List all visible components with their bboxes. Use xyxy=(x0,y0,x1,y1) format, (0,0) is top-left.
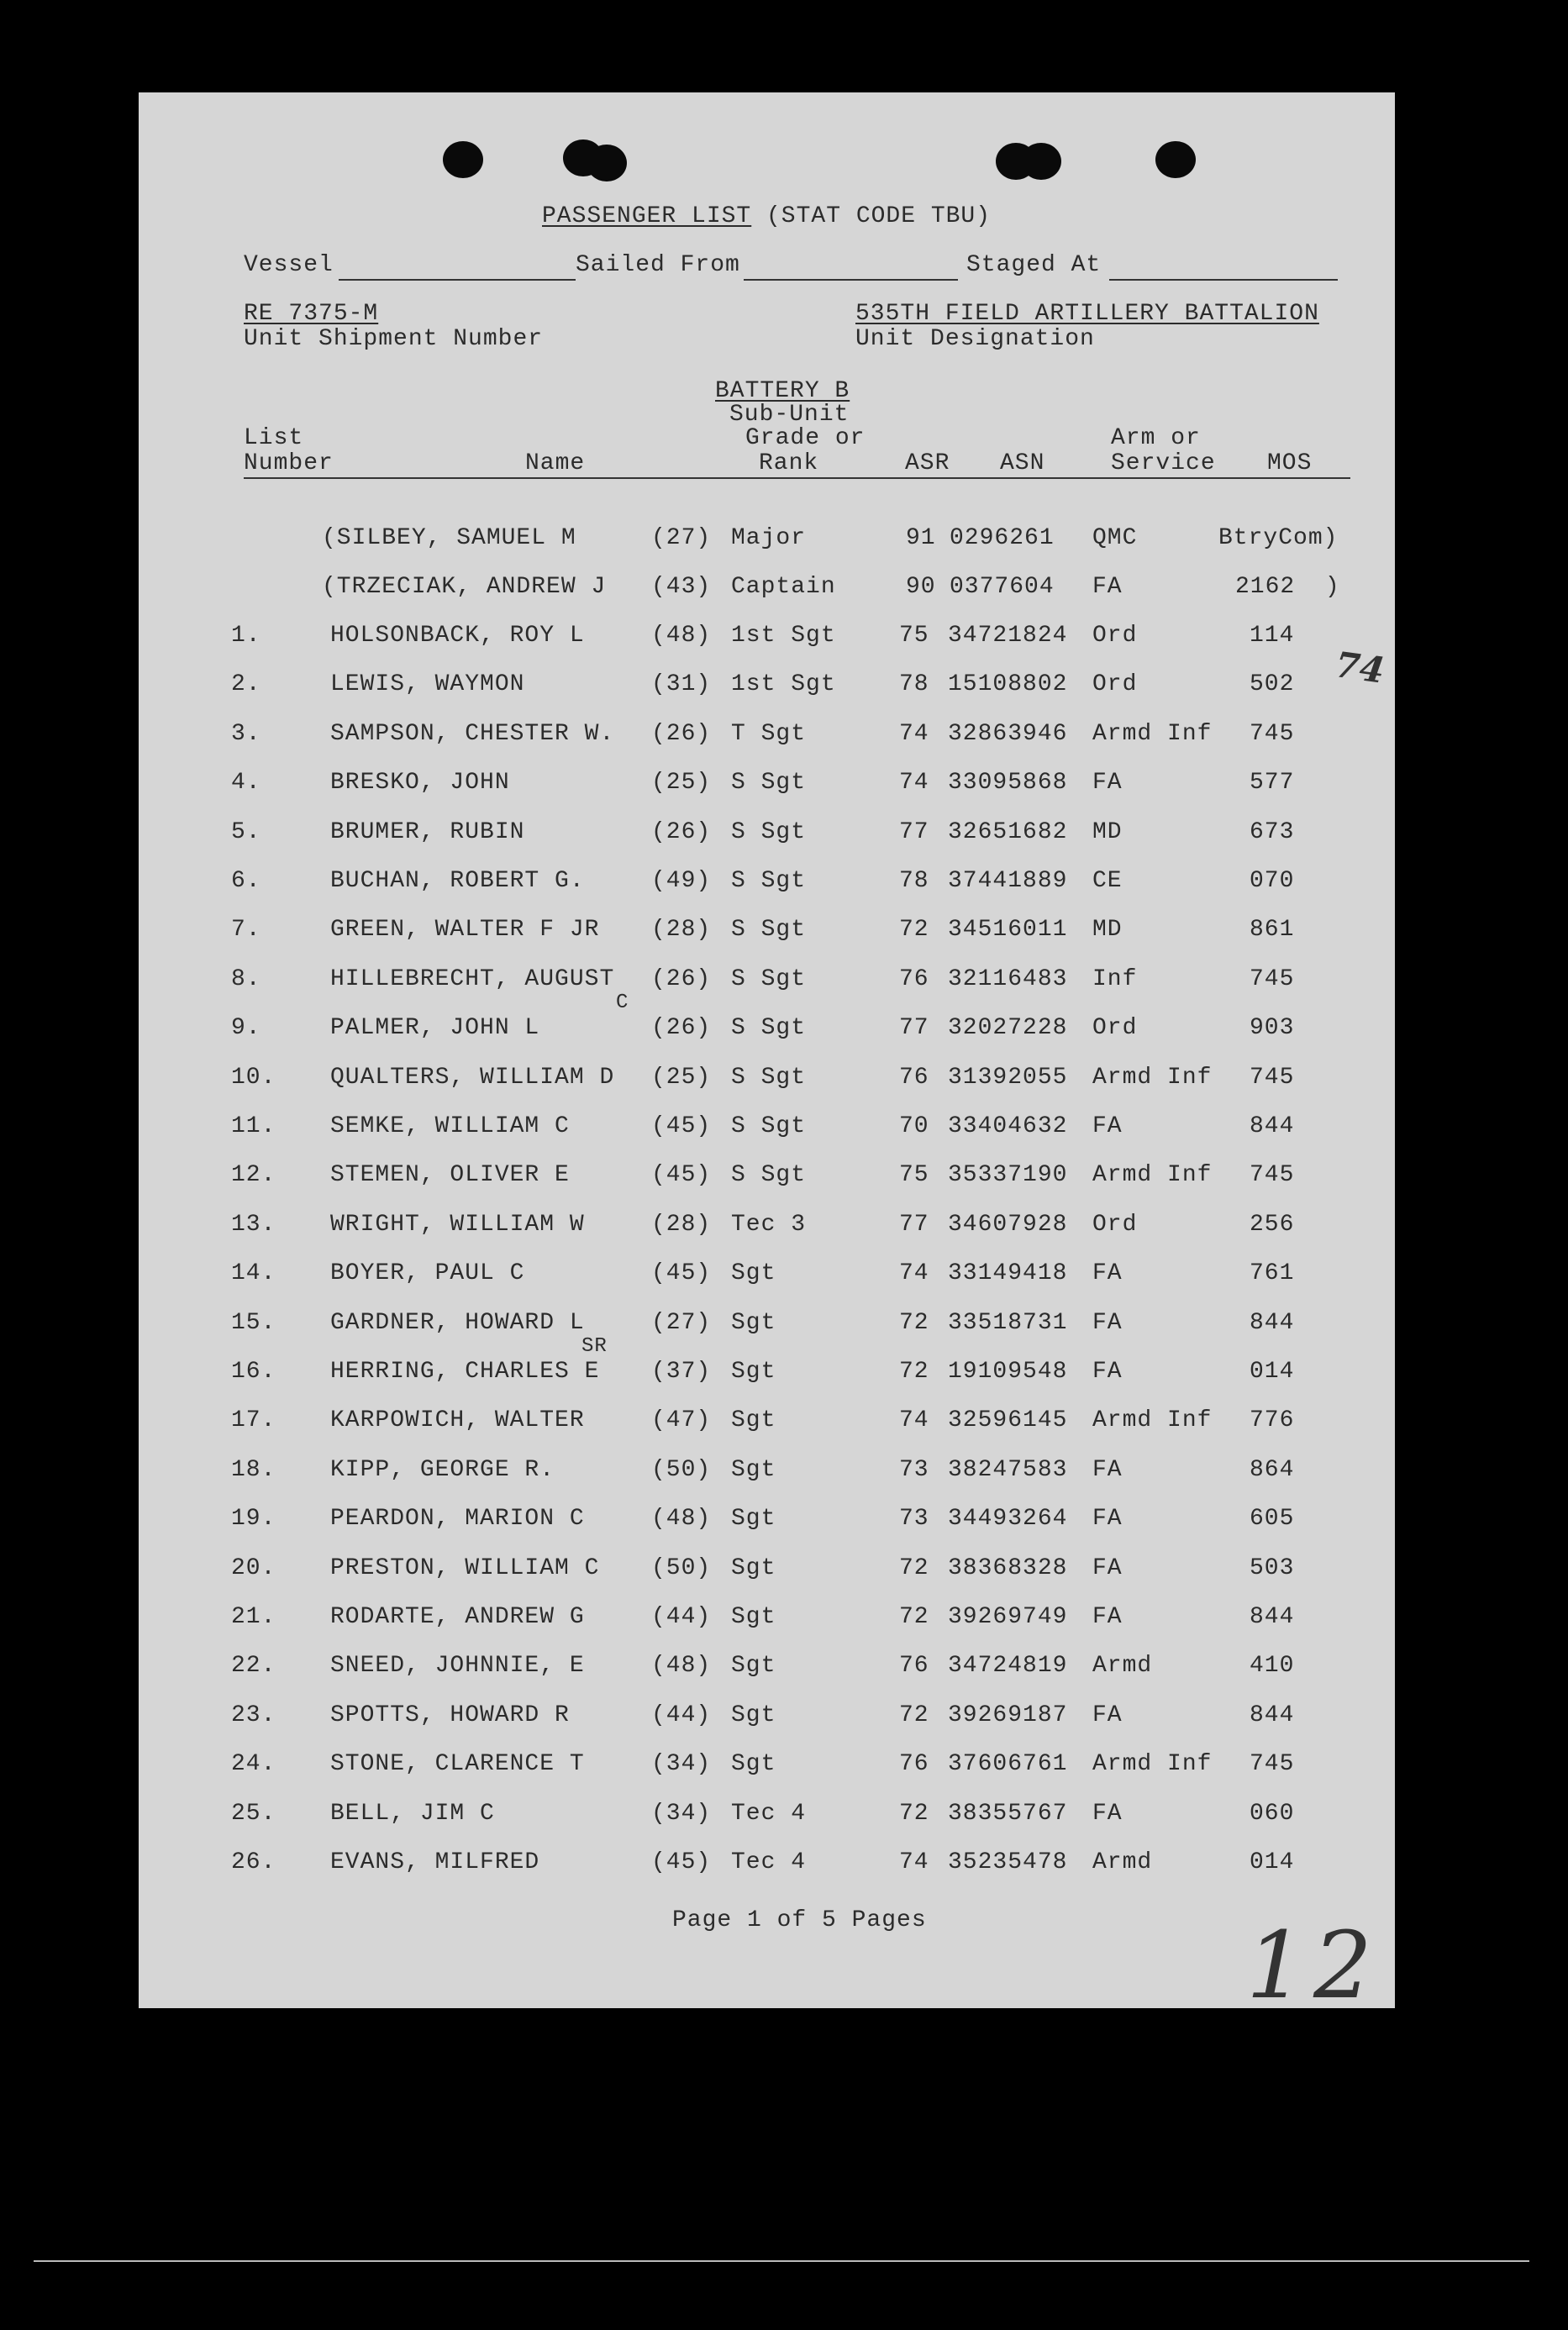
row-mos: 060 xyxy=(1250,1801,1295,1827)
col-asr: ASR xyxy=(905,450,950,476)
row-mos: 745 xyxy=(1250,721,1295,747)
row-grade: Sgt xyxy=(731,1457,776,1483)
row-age: (28) xyxy=(651,917,712,943)
row-grade: Tec 4 xyxy=(731,1849,807,1875)
row-name-suffix: SR xyxy=(581,1335,608,1358)
row-asn: 38247583 xyxy=(948,1457,1068,1483)
officer-arm: FA xyxy=(1092,574,1123,600)
row-asr: 76 xyxy=(899,1653,929,1679)
officer-asn: 0377604 xyxy=(950,574,1055,600)
row-grade: S Sgt xyxy=(731,770,807,796)
row-age: (26) xyxy=(651,966,712,992)
row-asn: 33518731 xyxy=(948,1310,1068,1336)
row-number: 22. xyxy=(231,1653,276,1679)
row-arm: Armd Inf xyxy=(1092,721,1213,747)
row-asn: 32116483 xyxy=(948,966,1068,992)
row-age: (50) xyxy=(651,1555,712,1581)
officer-name: (TRZECIAK, ANDREW J xyxy=(322,574,607,600)
sub-unit: BATTERY B xyxy=(715,378,850,404)
row-number: 21. xyxy=(231,1604,276,1630)
row-mos: 903 xyxy=(1250,1015,1295,1041)
row-name: PEARDON, MARION C xyxy=(330,1506,585,1532)
unit-designation: 535TH FIELD ARTILLERY BATTALION xyxy=(855,301,1319,327)
row-name: BUCHAN, ROBERT G. xyxy=(330,868,585,894)
officer-mos: 2162 ) xyxy=(1235,574,1340,600)
handwritten-margin-number: 74 xyxy=(1332,644,1387,692)
row-name: SNEED, JOHNNIE, E xyxy=(330,1653,585,1679)
officer-grade: Major xyxy=(731,525,807,551)
row-asr: 78 xyxy=(899,868,929,894)
row-asr: 74 xyxy=(899,1260,929,1286)
row-grade: Sgt xyxy=(731,1310,776,1336)
row-asr: 75 xyxy=(899,623,929,649)
row-number: 9. xyxy=(231,1015,261,1041)
row-arm: Armd xyxy=(1092,1653,1153,1679)
officer-mos: BtryCom) xyxy=(1218,525,1339,551)
row-asr: 74 xyxy=(899,1849,929,1875)
row-age: (45) xyxy=(651,1113,712,1139)
row-grade: 1st Sgt xyxy=(731,671,836,697)
row-mos: 503 xyxy=(1250,1555,1295,1581)
row-number: 24. xyxy=(231,1751,276,1777)
row-asn: 31392055 xyxy=(948,1065,1068,1091)
sailed-from-label: Sailed From xyxy=(576,252,740,278)
row-name: HILLEBRECHT, AUGUST xyxy=(330,966,615,992)
row-number: 13. xyxy=(231,1212,276,1238)
row-grade: Tec 3 xyxy=(731,1212,807,1238)
row-asn: 32863946 xyxy=(948,721,1068,747)
punch-hole xyxy=(587,145,627,181)
row-mos: 745 xyxy=(1250,966,1295,992)
page-title: PASSENGER LIST xyxy=(542,203,752,229)
row-grade: Sgt xyxy=(731,1702,776,1728)
row-asn: 34493264 xyxy=(948,1506,1068,1532)
col-grade-2: Rank xyxy=(759,450,819,476)
row-number: 5. xyxy=(231,819,261,845)
row-asn: 32596145 xyxy=(948,1407,1068,1433)
row-number: 8. xyxy=(231,966,261,992)
col-list-number-2: Number xyxy=(244,450,334,476)
row-asn: 33095868 xyxy=(948,770,1068,796)
row-number: 25. xyxy=(231,1801,276,1827)
row-asr: 75 xyxy=(899,1162,929,1188)
row-arm: Armd Inf xyxy=(1092,1751,1213,1777)
row-asr: 72 xyxy=(899,1801,929,1827)
row-mos: 605 xyxy=(1250,1506,1295,1532)
row-number: 7. xyxy=(231,917,261,943)
document-page xyxy=(139,92,1395,2019)
row-grade: Sgt xyxy=(731,1653,776,1679)
row-asr: 77 xyxy=(899,1212,929,1238)
row-age: (44) xyxy=(651,1604,712,1630)
row-name: SEMKE, WILLIAM C xyxy=(330,1113,570,1139)
row-age: (25) xyxy=(651,1065,712,1091)
row-asn: 34724819 xyxy=(948,1653,1068,1679)
row-arm: FA xyxy=(1092,1113,1123,1139)
row-name: PALMER, JOHN L xyxy=(330,1015,540,1041)
row-name-suffix: C xyxy=(616,991,629,1014)
row-asr: 73 xyxy=(899,1506,929,1532)
row-asn: 34721824 xyxy=(948,623,1068,649)
row-asr: 70 xyxy=(899,1113,929,1139)
row-number: 3. xyxy=(231,721,261,747)
row-mos: 256 xyxy=(1250,1212,1295,1238)
row-number: 15. xyxy=(231,1310,276,1336)
row-asn: 35235478 xyxy=(948,1849,1068,1875)
punch-hole xyxy=(1155,141,1196,178)
row-mos: 745 xyxy=(1250,1065,1295,1091)
row-name: BELL, JIM C xyxy=(330,1801,495,1827)
row-arm: FA xyxy=(1092,1359,1123,1385)
row-arm: FA xyxy=(1092,1555,1123,1581)
col-grade-1: Grade or xyxy=(745,425,866,451)
punch-hole xyxy=(1021,143,1061,180)
officer-age: (27) xyxy=(651,525,712,551)
row-number: 2. xyxy=(231,671,261,697)
row-mos: 410 xyxy=(1250,1653,1295,1679)
row-asr: 72 xyxy=(899,1359,929,1385)
row-age: (45) xyxy=(651,1260,712,1286)
row-asn: 32651682 xyxy=(948,819,1068,845)
row-asr: 72 xyxy=(899,1555,929,1581)
row-asn: 34516011 xyxy=(948,917,1068,943)
row-asn: 33404632 xyxy=(948,1113,1068,1139)
row-grade: S Sgt xyxy=(731,917,807,943)
row-mos: 745 xyxy=(1250,1162,1295,1188)
row-name: GARDNER, HOWARD L xyxy=(330,1310,585,1336)
row-arm: FA xyxy=(1092,1801,1123,1827)
officer-asn: 0296261 xyxy=(950,525,1055,551)
row-number: 12. xyxy=(231,1162,276,1188)
row-grade: S Sgt xyxy=(731,819,807,845)
row-age: (50) xyxy=(651,1457,712,1483)
row-age: (48) xyxy=(651,1653,712,1679)
vessel-label: Vessel xyxy=(244,252,334,278)
row-asn: 39269187 xyxy=(948,1702,1068,1728)
row-mos: 844 xyxy=(1250,1604,1295,1630)
row-mos: 844 xyxy=(1250,1310,1295,1336)
row-number: 1. xyxy=(231,623,261,649)
row-age: (45) xyxy=(651,1162,712,1188)
row-age: (48) xyxy=(651,623,712,649)
row-mos: 776 xyxy=(1250,1407,1295,1433)
col-arm-1: Arm or xyxy=(1111,425,1201,451)
row-number: 17. xyxy=(231,1407,276,1433)
row-grade: Sgt xyxy=(731,1506,776,1532)
row-age: (47) xyxy=(651,1407,712,1433)
row-number: 10. xyxy=(231,1065,276,1091)
row-mos: 673 xyxy=(1250,819,1295,845)
row-arm: FA xyxy=(1092,1310,1123,1336)
row-mos: 761 xyxy=(1250,1260,1295,1286)
row-grade: S Sgt xyxy=(731,1113,807,1139)
row-mos: 502 xyxy=(1250,671,1295,697)
row-name: PRESTON, WILLIAM C xyxy=(330,1555,600,1581)
row-grade: S Sgt xyxy=(731,1015,807,1041)
row-mos: 745 xyxy=(1250,1751,1295,1777)
row-name: STONE, CLARENCE T xyxy=(330,1751,585,1777)
row-grade: 1st Sgt xyxy=(731,623,836,649)
row-age: (26) xyxy=(651,721,712,747)
row-arm: Ord xyxy=(1092,623,1138,649)
row-number: 14. xyxy=(231,1260,276,1286)
row-asr: 72 xyxy=(899,1702,929,1728)
row-asn: 38368328 xyxy=(948,1555,1068,1581)
shipment-number: RE 7375-M xyxy=(244,301,379,327)
row-number: 18. xyxy=(231,1457,276,1483)
row-grade: T Sgt xyxy=(731,721,807,747)
row-arm: FA xyxy=(1092,770,1123,796)
officer-age: (43) xyxy=(651,574,712,600)
row-grade: Sgt xyxy=(731,1555,776,1581)
row-name: BRUMER, RUBIN xyxy=(330,819,525,845)
officer-arm: QMC xyxy=(1092,525,1138,551)
row-name: RODARTE, ANDREW G xyxy=(330,1604,585,1630)
row-grade: S Sgt xyxy=(731,1162,807,1188)
row-age: (27) xyxy=(651,1310,712,1336)
scan-edge-line xyxy=(34,2260,1529,2262)
row-arm: Ord xyxy=(1092,1015,1138,1041)
stat-code: (STAT CODE TBU) xyxy=(766,203,992,229)
row-age: (34) xyxy=(651,1751,712,1777)
row-name: HOLSONBACK, ROY L xyxy=(330,623,585,649)
row-asr: 72 xyxy=(899,917,929,943)
row-grade: S Sgt xyxy=(731,868,807,894)
row-name: LEWIS, WAYMON xyxy=(330,671,525,697)
col-name: Name xyxy=(525,450,586,476)
officer-name: (SILBEY, SAMUEL M xyxy=(322,525,576,551)
row-asr: 77 xyxy=(899,1015,929,1041)
row-asn: 32027228 xyxy=(948,1015,1068,1041)
row-asr: 72 xyxy=(899,1310,929,1336)
row-asr: 73 xyxy=(899,1457,929,1483)
page-footer: Page 1 of 5 Pages xyxy=(672,1907,927,1933)
row-arm: FA xyxy=(1092,1260,1123,1286)
row-asr: 76 xyxy=(899,966,929,992)
row-age: (37) xyxy=(651,1359,712,1385)
row-grade: S Sgt xyxy=(731,1065,807,1091)
officer-grade: Captain xyxy=(731,574,836,600)
row-asn: 19109548 xyxy=(948,1359,1068,1385)
header-rule xyxy=(244,477,1350,479)
row-mos: 844 xyxy=(1250,1113,1295,1139)
row-asn: 37441889 xyxy=(948,868,1068,894)
row-asn: 35337190 xyxy=(948,1162,1068,1188)
row-arm: Inf xyxy=(1092,966,1138,992)
row-grade: Sgt xyxy=(731,1407,776,1433)
row-name: BRESKO, JOHN xyxy=(330,770,510,796)
col-list-number-1: List xyxy=(244,425,304,451)
unit-designation-label: Unit Designation xyxy=(855,326,1095,352)
row-grade: Tec 4 xyxy=(731,1801,807,1827)
row-asr: 72 xyxy=(899,1604,929,1630)
row-arm: MD xyxy=(1092,819,1123,845)
row-name: STEMEN, OLIVER E xyxy=(330,1162,570,1188)
row-arm: FA xyxy=(1092,1457,1123,1483)
row-name: KARPOWICH, WALTER xyxy=(330,1407,585,1433)
row-asn: 33149418 xyxy=(948,1260,1068,1286)
officer-asr: 90 xyxy=(906,574,936,600)
row-grade: Sgt xyxy=(731,1359,776,1385)
row-arm: Armd Inf xyxy=(1092,1407,1213,1433)
row-arm: Armd Inf xyxy=(1092,1065,1213,1091)
row-number: 19. xyxy=(231,1506,276,1532)
row-age: (45) xyxy=(651,1849,712,1875)
col-asn: ASN xyxy=(1000,450,1045,476)
col-arm-2: Service xyxy=(1111,450,1216,476)
row-age: (28) xyxy=(651,1212,712,1238)
row-arm: Armd Inf xyxy=(1092,1162,1213,1188)
row-asr: 76 xyxy=(899,1751,929,1777)
row-number: 26. xyxy=(231,1849,276,1875)
row-mos: 864 xyxy=(1250,1457,1295,1483)
row-name: SAMPSON, CHESTER W. xyxy=(330,721,615,747)
row-arm: Ord xyxy=(1092,671,1138,697)
row-asn: 15108802 xyxy=(948,671,1068,697)
row-age: (25) xyxy=(651,770,712,796)
row-mos: 014 xyxy=(1250,1359,1295,1385)
row-asr: 76 xyxy=(899,1065,929,1091)
row-name: HERRING, CHARLES E xyxy=(330,1359,600,1385)
row-mos: 114 xyxy=(1250,623,1295,649)
row-age: (26) xyxy=(651,819,712,845)
row-name: BOYER, PAUL C xyxy=(330,1260,525,1286)
row-mos: 861 xyxy=(1250,917,1295,943)
row-number: 20. xyxy=(231,1555,276,1581)
row-age: (48) xyxy=(651,1506,712,1532)
row-grade: Sgt xyxy=(731,1604,776,1630)
row-arm: CE xyxy=(1092,868,1123,894)
row-grade: S Sgt xyxy=(731,966,807,992)
row-asr: 74 xyxy=(899,770,929,796)
row-age: (34) xyxy=(651,1801,712,1827)
row-asn: 34607928 xyxy=(948,1212,1068,1238)
row-mos: 577 xyxy=(1250,770,1295,796)
sailed-from-blank xyxy=(744,279,958,281)
row-asr: 77 xyxy=(899,819,929,845)
row-name: WRIGHT, WILLIAM W xyxy=(330,1212,585,1238)
col-mos: MOS xyxy=(1267,450,1313,476)
staged-at-label: Staged At xyxy=(966,252,1102,278)
row-age: (31) xyxy=(651,671,712,697)
row-arm: FA xyxy=(1092,1604,1123,1630)
row-asr: 74 xyxy=(899,721,929,747)
row-name: EVANS, MILFRED xyxy=(330,1849,540,1875)
row-name: QUALTERS, WILLIAM D xyxy=(330,1065,615,1091)
row-number: 6. xyxy=(231,868,261,894)
staged-at-blank xyxy=(1109,279,1338,281)
row-arm: MD xyxy=(1092,917,1123,943)
row-arm: FA xyxy=(1092,1506,1123,1532)
row-age: (26) xyxy=(651,1015,712,1041)
vessel-blank xyxy=(339,279,576,281)
row-asn: 39269749 xyxy=(948,1604,1068,1630)
row-mos: 070 xyxy=(1250,868,1295,894)
row-grade: Sgt xyxy=(731,1751,776,1777)
row-mos: 844 xyxy=(1250,1702,1295,1728)
row-number: 16. xyxy=(231,1359,276,1385)
row-age: (49) xyxy=(651,868,712,894)
row-name: SPOTTS, HOWARD R xyxy=(330,1702,570,1728)
row-age: (44) xyxy=(651,1702,712,1728)
row-asn: 37606761 xyxy=(948,1751,1068,1777)
row-asn: 38355767 xyxy=(948,1801,1068,1827)
row-asr: 78 xyxy=(899,671,929,697)
row-arm: Armd xyxy=(1092,1849,1153,1875)
row-arm: Ord xyxy=(1092,1212,1138,1238)
punch-hole xyxy=(443,141,483,178)
row-number: 23. xyxy=(231,1702,276,1728)
row-asr: 74 xyxy=(899,1407,929,1433)
row-name: GREEN, WALTER F JR xyxy=(330,917,600,943)
row-number: 11. xyxy=(231,1113,276,1139)
row-mos: 014 xyxy=(1250,1849,1295,1875)
handwritten-page-number: 12 xyxy=(1246,1912,1381,2019)
row-name: KIPP, GEORGE R. xyxy=(330,1457,555,1483)
officer-asr: 91 xyxy=(906,525,936,551)
row-grade: Sgt xyxy=(731,1260,776,1286)
sub-unit-label: Sub-Unit xyxy=(729,402,850,428)
shipment-number-label: Unit Shipment Number xyxy=(244,326,544,352)
row-number: 4. xyxy=(231,770,261,796)
row-arm: FA xyxy=(1092,1702,1123,1728)
